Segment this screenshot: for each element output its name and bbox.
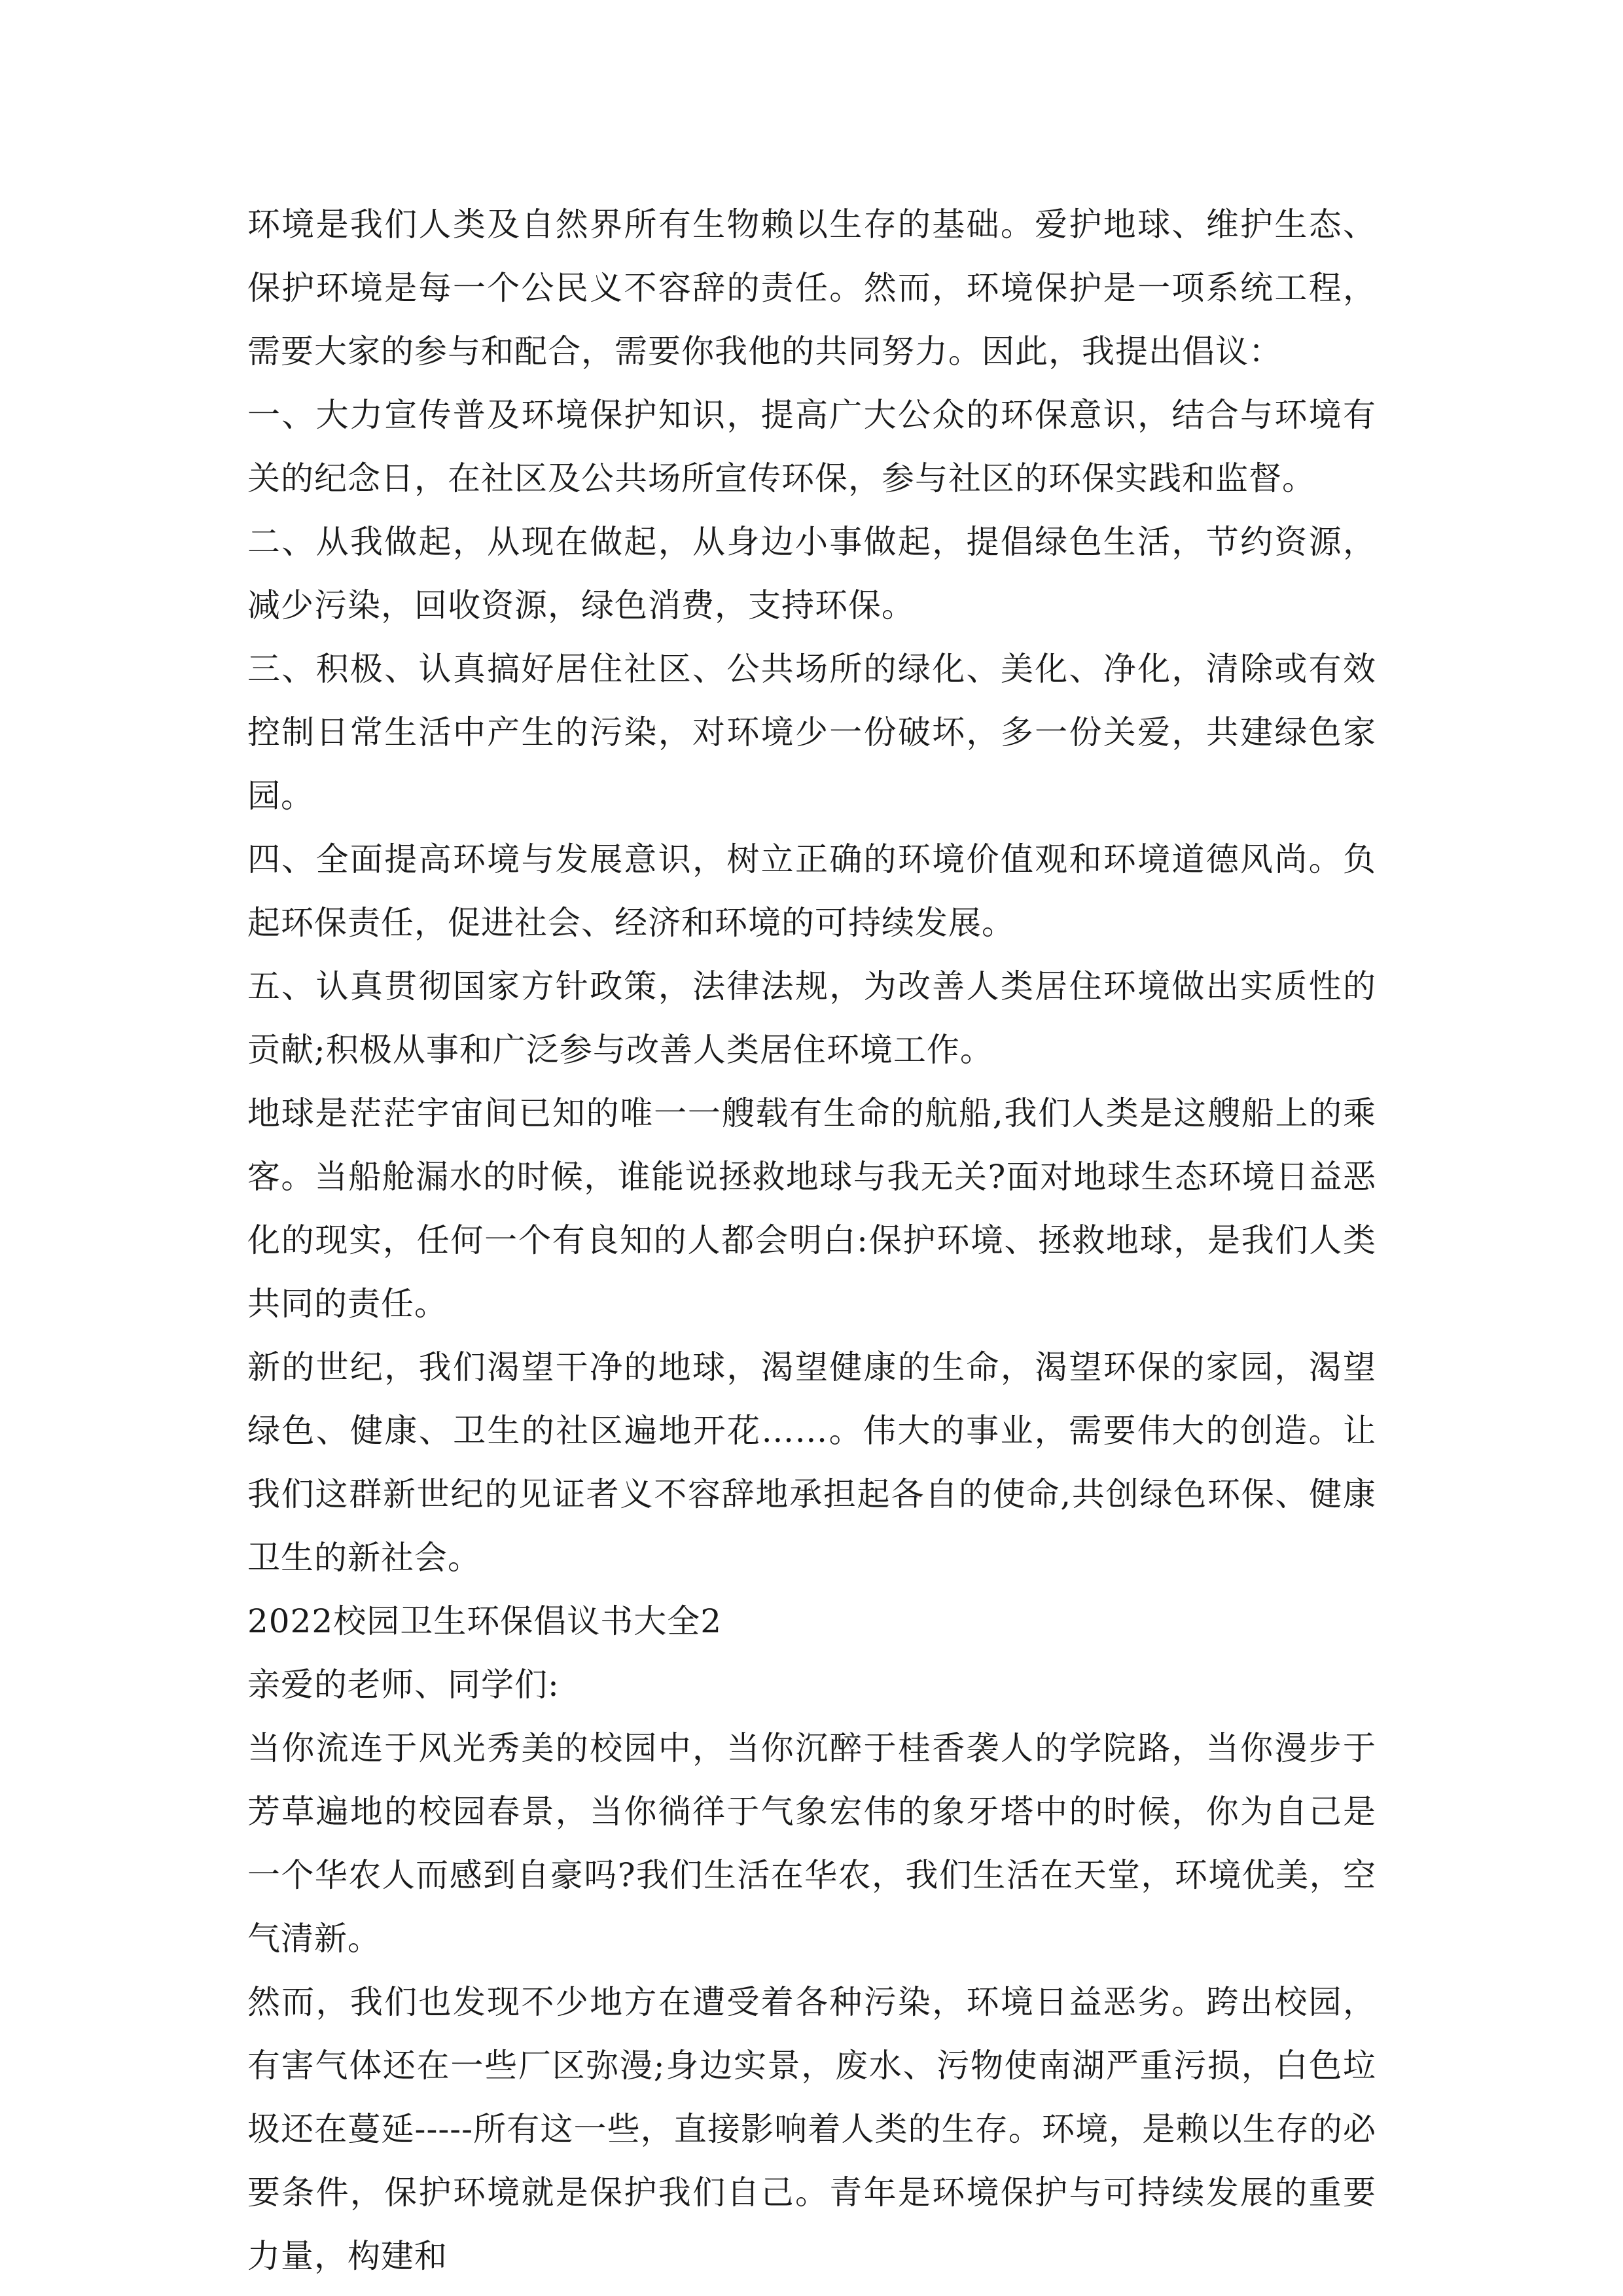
section-title: 2022校园卫生环保倡议书大全2	[247, 1602, 722, 1640]
paragraph-proposal-1: 一、大力宣传普及环境保护知识，提高广大公众的环保意识，结合与环境有关的纪念日，在社区及公共场所宣传环保，参与社区的环保实践和监督。	[247, 396, 1376, 497]
paragraph-earth: 地球是茫茫宇宙间已知的唯一一艘载有生命的航船,我们人类是这艘船上的乘客。当船舱漏水的时候，谁能说拯救地球与我无关?面对地球生态环境日益恶化的现实，任何一个有良知的人都会明白:保护环境、拯救地球，是我们人类共同的责任。	[247, 1094, 1376, 1323]
paragraph-new-century: 新的世纪，我们渴望干净的地球，渴望健康的生命，渴望环保的家园，渴望绿色、健康、卫生的社区遍地开花……。伟大的事业，需要伟大的创造。让我们这群新世纪的见证者义不容辞地承担起各自的使命,共创绿色环保、健康卫生的新社会。	[247, 1348, 1376, 1577]
salutation: 亲爱的老师、同学们:	[247, 1666, 560, 1704]
paragraph-campus: 当你流连于风光秀美的校园中，当你沉醉于桂香袭人的学院路，当你漫步于芳草遍地的校园春景，当你徜徉于气象宏伟的象牙塔中的时候，你为自己是一个华农人而感到自豪吗?我们生活在华农，我们生活在天堂，环境优美，空气清新。	[247, 1729, 1376, 1958]
document-body	[247, 193, 1376, 2288]
paragraph-proposal-3: 三、积极、认真搞好居住社区、公共场所的绿化、美化、净化，清除或有效控制日常生活中产生的污染，对环境少一份破坏，多一份关爱，共建绿色家园。	[247, 650, 1376, 815]
paragraph-pollution: 然而，我们也发现不少地方在遭受着各种污染，环境日益恶劣。跨出校园，有害气体还在一些厂区弥漫;身边实景，废水、污物使南湖严重污损，白色垃圾还在蔓延-----所有这一些，直接影响着人类的生存。环境，是赖以生存的必要条件，保护环境就是保护我们自己。青年是环境保护与可持续发展的重要力量，构建和	[247, 1983, 1376, 2275]
paragraph-intro: 环境是我们人类及自然界所有生物赖以生存的基础。爱护地球、维护生态、保护环境是每一个公民义不容辞的责任。然而，环境保护是一项系统工程，需要大家的参与和配合，需要你我他的共同努力。因此，我提出倡议：	[247, 206, 1376, 370]
paragraph-proposal-4: 四、全面提高环境与发展意识，树立正确的环境价值观和环境道德风尚。负起环保责任，促进社会、经济和环境的可持续发展。	[247, 840, 1376, 942]
paragraph-proposal-5: 五、认真贯彻国家方针政策，法律法规，为改善人类居住环境做出实质性的贡献;积极从事和广泛参与改善人类居住环境工作。	[247, 967, 1376, 1069]
paragraph-proposal-2: 二、从我做起，从现在做起，从身边小事做起，提倡绿色生活，节约资源，减少污染，回收资源，绿色消费，支持环保。	[247, 523, 1376, 624]
